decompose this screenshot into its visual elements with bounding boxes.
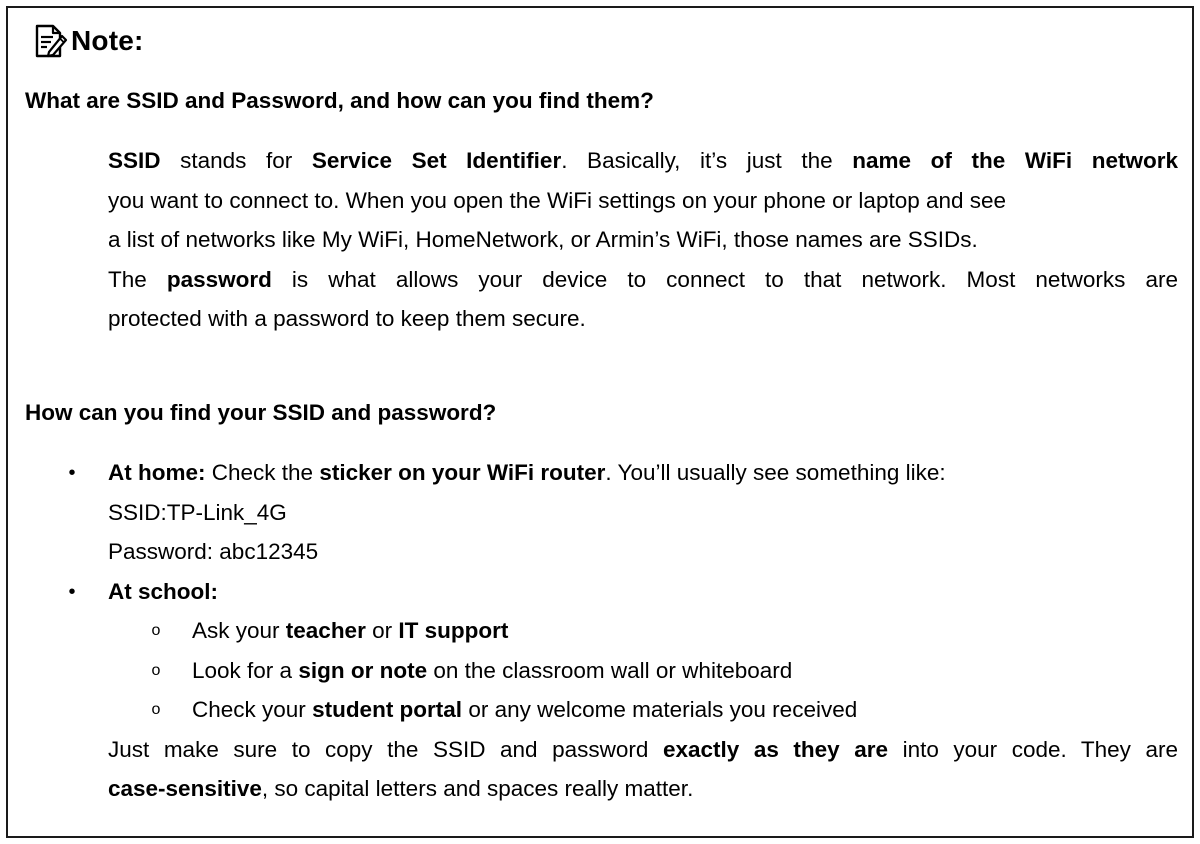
bold-text: teacher <box>285 618 366 643</box>
bold-text: name of the WiFi network <box>852 148 1178 173</box>
text: . You’ll usually see something like: <box>605 460 946 485</box>
sub-bullet-marker: o <box>151 701 161 718</box>
bullet-marker: • <box>68 581 76 603</box>
bold-text: password <box>166 266 272 292</box>
text: is what allows your device to connect to that network. Most networks are <box>271 266 1178 292</box>
school-item-ask <box>192 611 508 651</box>
paragraph-line: you want to connect to. When you open the WiFi settings on your phone or laptop and see <box>108 187 1007 213</box>
bold-text: student portal <box>312 697 463 722</box>
text: or <box>365 618 399 643</box>
question-heading-2: How can you find your SSID and password? <box>25 400 497 425</box>
school-item-portal <box>192 690 857 730</box>
note-title: Note: <box>71 25 144 56</box>
router-ssid-example: SSID:TP-Link_4G <box>108 500 287 525</box>
paragraph-line <box>108 260 1178 300</box>
sub-bullet-marker: o <box>151 622 161 639</box>
closing-line <box>108 769 693 809</box>
bold-text: IT support <box>398 618 509 643</box>
paragraph-line: protected with a password to keep them secure. <box>108 306 586 331</box>
bold-text: sticker on your WiFi router <box>319 460 606 485</box>
bold-text: sign or note <box>298 658 428 683</box>
bold-text: Service Set Identifier <box>311 148 562 173</box>
text: stands for <box>160 148 312 173</box>
bullet-marker: • <box>68 462 76 484</box>
note-header <box>33 22 144 60</box>
text: Look for a <box>192 658 299 683</box>
text: The <box>108 266 167 292</box>
bold-text: SSID <box>108 148 161 173</box>
school-item-sign <box>192 651 792 691</box>
question-heading-1: What are SSID and Password, and how can you find them? <box>25 88 654 113</box>
router-password-example: Password: abc12345 <box>108 539 319 564</box>
text: , so capital letters and spaces really matter. <box>261 776 694 801</box>
paragraph-line <box>108 141 1178 181</box>
paragraph-line: a list of networks like My WiFi, HomeNetwork, or Armin’s WiFi, those names are SSIDs. <box>108 227 978 252</box>
list-item-school: At school: <box>108 579 218 604</box>
sub-bullet-marker: o <box>151 662 161 679</box>
text: Check the <box>205 460 320 485</box>
text: Just make sure to copy the SSID and password <box>108 737 663 762</box>
list-item-home <box>108 453 946 493</box>
ssid-explanation-paragraph <box>108 141 1178 339</box>
bold-text: case-sensitive <box>108 776 262 801</box>
text: into your code. They are <box>888 737 1179 762</box>
note-edit-icon <box>33 23 69 59</box>
text: Check your <box>192 697 313 722</box>
text: Ask your <box>192 618 286 643</box>
bold-text: exactly as they are <box>662 737 889 762</box>
closing-line <box>108 730 1178 770</box>
text: . Basically, it’s just the <box>561 148 853 173</box>
text: or any welcome materials you received <box>462 697 858 722</box>
bold-text: At home: <box>108 460 206 485</box>
text: on the classroom wall or whiteboard <box>427 658 793 683</box>
